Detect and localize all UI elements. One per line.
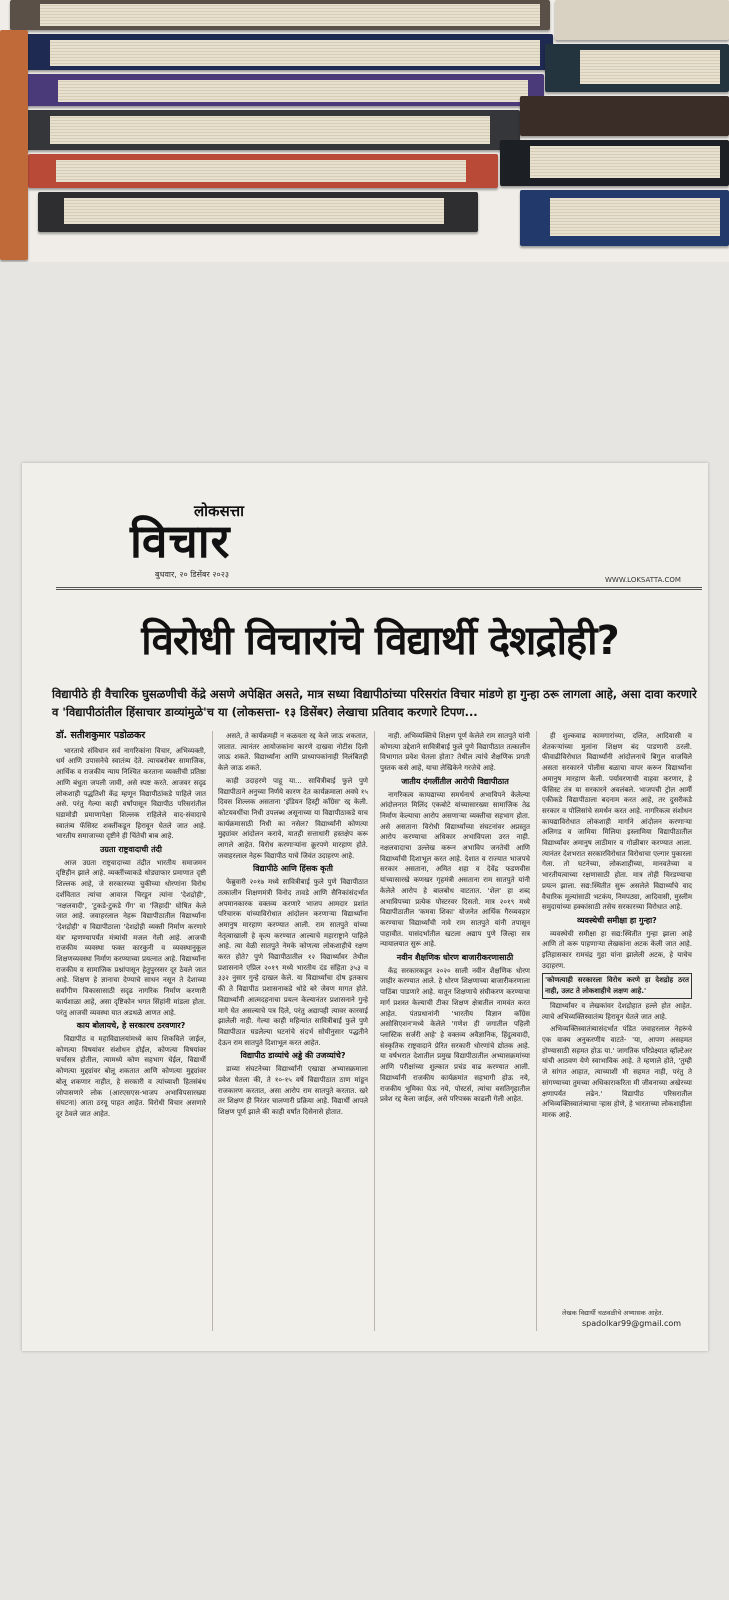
subheading: विद्यापीठ डाव्यांचे अड्डे की उजव्यांचे? [240, 1051, 346, 1061]
paragraph: नाही. अभिव्यक्तिचे शिक्षण पूर्ण केलेले राम सातपुते यांनी कोणत्या उद्देशाने सावित्रीबाई फुले पुणे विद्यापीठात तत्कालीन विभागात प्रवेश घेतला होता? तेथील त्यांचे शैक्षणिक प्रगती पुस्तक कसे आहे, याचा लेखिकेने गरजेचे आहे. [380, 732, 530, 773]
top-rule-2 [56, 589, 702, 590]
column-divider [374, 731, 375, 1331]
author-note: लेखक विद्यार्थी चळवळीचे अभ्यासक आहेत. [562, 1309, 664, 1317]
standfirst: विद्यापीठे ही वैचारिक घुसळणीची केंद्रे असणे अपेक्षित असते, मात्र सध्या विद्यापीठांच्या परिसरांत विचार मांडणे हा गुन्हा ठरू लागला आहे, असा दावा करणारे व 'विद्यापीठांतील हिंसाचार डाव्यांमुळे'च या (लोकसत्ता- १३ डिसेंबर) लेखाचा प्रतिवाद करणारे टिपण... [52, 687, 697, 719]
paragraph: भारताचे संविधान सर्व नागरिकांना विचार, अभिव्यक्ती, धर्म आणि उपासनेचे स्वातंत्र्य देते. त्याचबरोबर सामाजिक, आर्थिक व राजकीय न्याय निश्चित करताना व्यक्तीची प्रतिष्ठा आणि बंधुता जपली जावी, असे स्पष्ट करते. आजवर सदृढ लोकशाही पद्धतिशी केंद्र म्हणून विद्यापीठांकडे पाहिले जात असे. परंतु गेल्या काही वर्षांपासून विद्यापीठ परिसरांतील घडामोडी प्रमाणापेक्षा शिल्लक राहिलेले वाद-संवादाचे स्वातंत्र्य फॅसिस्ट शक्तींकडून हिरावून घेतले जात आहे. भारतीय समाजाच्या दृष्टीने ही चिंतेची बाब आहे. [56, 746, 206, 841]
author-byline: डॉ. सतीशकुमार पडोळकर [56, 730, 146, 741]
paragraph: व्यवस्थेची समीक्षा हा सद्य:स्थितीत गुन्हा झाला आहे आणि तो करू पाहणाऱ्या लेखकांना अटक केली जात आहे. इतिहासकार रामचंद्र गुहा यांना झालेली अटक, हे याचेच उदाहरण. [542, 929, 692, 970]
subheading: विद्यापीठे आणि हिंसक कृती [253, 864, 333, 874]
top-rule [56, 587, 702, 588]
paragraph: विद्यापीठ व महाविद्यालयांमध्ये काय शिकविले जाईल, कोणत्या विषयांवर संशोधन होईल, कोणत्या विषयांवर चर्चासत्र होतील, त्यामध्ये कोण सहभाग घेईल, विद्यार्थी कोणत्या मुद्द्यांवर बोलू शकतात आणि कोणत्या मुद्द्यांवर बोलू शकणार नाहीत, हे सरकारी व त्यांच्याशी हितसंबंध जोपासणारे लोक (आरएसएस-भाजप अभाविपसारख्या संघटना) आता ठरवू पाहत आहेत. विरोधी विचार असणारे दूर ठेवले जात आहेत. [56, 1034, 206, 1118]
subheading: उग्रता राष्ट्रवादाची तंदी [100, 845, 162, 855]
column-divider [536, 731, 537, 1331]
paragraph: असते, ते कार्यक्रमही न कळवता रद्द केले जाऊ शकतात, जातात. त्यानंतर आयोजकांना कारणे दाखवा नोटीस दिली जाऊ शकते. विद्यार्थ्यांना आणि प्राध्यापकांनाही निलंबितही केले जाऊ शकते. [218, 732, 368, 773]
paragraph: विद्यार्थ्यांवर व लेखकांवर देशद्रोहात हल्ले होत आहेत. त्याचे अभिव्यक्तिस्वातंत्र्य हिरावून घेतले जात आहे. [542, 1001, 692, 1021]
book-stack [0, 0, 729, 262]
headline: विरोधी विचारांचे विद्यार्थी देशद्रोही? [141, 618, 619, 664]
subheading: नवीन शैक्षणिक धोरण बाजारीकरणासाठी [396, 953, 514, 963]
column-divider [212, 731, 213, 1331]
highlighted-quote: 'कोणत्याही सरकारला विरोध करणे हा देशद्रोह ठरत नाही, उलट ते लोकशाहीचे लक्षण आहे.' [542, 973, 692, 998]
website-url: WWW.LOKSATTA.COM [605, 576, 681, 584]
newspaper-clipping [22, 463, 708, 1351]
paragraph: आज उग्रता राष्ट्रवादाच्या तंद्रीत भारतीय समाजमन दृष्टिहीन झाले आहे. व्यक्तींच्याकडे थोड्याफार प्रमाणात दृष्टी शिल्लक आहे, जे सरकारच्या चुकीच्या धोरणांना विरोध दर्शवितात त्यांचा आवाज चिरडून त्यांना 'देशद्रोही', 'नक्षलवादी', 'टुकडे-टुकडे गँग' वा 'जिहादी' घोषित केले जात आहे. जवाहरलाल नेहरू विद्यापीठातील विद्यार्थ्यांना 'देशद्रोही' व विद्यापीठाला 'देशद्रोही व्यक्ती निर्माण करणारे यंत्र' म्हणण्यापर्यंत मंत्र्यांची मजल गेली आहे. आजची राजकीय व्यवस्था फक्त कारकुनी व व्यवस्थानुकूल शिक्षणव्यवस्था निर्माण करण्याच्या प्रयत्नात आहे. विद्यार्थ्यांना राजकीय व सामाजिक प्रश्नांपासून हेतुपुरस्सर दूर ठेवले जात आहे. शिक्षण हे ज्ञानाचा देण्याचे साधन नसून ते देशाच्या सर्वांगीण विकासासाठी सदृढ नागरिक निर्माण करणारी कार्यशाळा आहे, असा दृष्टिकोन भगत सिंहांनी मांडला होता. परंतु आजची व्यवस्था यात अडथळे आणत आहे. [56, 858, 206, 1017]
column-body [218, 731, 368, 1118]
column-body [542, 731, 692, 1121]
column-body [56, 746, 206, 1120]
column-3 [380, 731, 530, 1107]
paragraph: काही उदाहरणे पाहू या... सावित्रीबाई फुले पुणे विद्यापीठाने अनुच्या निर्णये कारण देत कार्यक्रमाला अवघे १५ दिवस शिल्लक असताना 'इंडियन हिस्ट्री काँग्रेस' रद्द केली. कोटयवधींचा निधी उपलब्ध असूनाच्या या विद्यापीठाकडे याच कार्यक्रमासाठी निधी का नसेल? विद्यार्थ्यांनी कोणत्या मुद्द्यांवर आंदोलन करावे, यातही सत्ताधारी हस्तक्षेप करू लागले आहेत. विरोध करणाऱ्यांना क्रूरपणे मारहाण होते. जवाहरलाल नेहरू विद्यापीठ याचे जिवंत उदाहरण आहे. [218, 776, 368, 860]
paragraph: अभिव्यक्तिस्वातंत्र्यासंदर्भात पंडित जवाहरलाल नेहरूंचे एक वाक्य अनुकरणीय वाटते- 'या, आपण असहमत होण्यासाठी सहमत होऊ या.' जागतिक परिप्रेक्ष्यात व्हॉल्टेअर यांची आठवण येणे स्वाभाविक आहे. ते म्हणाले होते, 'तुम्ही जे सांगत आहात, त्याच्याशी मी सहमत नाही, परंतु ते सांगण्याच्या तुमच्या अधिकाराकरिता मी जीवनाच्या अखेरच्या क्षणापर्यंत लढेन.' विद्यापीठ परिसरातील अभिव्यक्तिस्वातंत्र्याचा ऱ्हास होणे, हे भारताच्या लोकशाहीला मारक आहे. [542, 1025, 692, 1119]
paragraph: नागरिकत्व कायद्याच्या समर्थनार्थ अभाविपने केलेल्या आंदोलनात मिलिंद एकबोटे यांच्यासारख्या सामाजिक तेढ निर्माण केल्याचा आरोप असणाऱ्या व्यक्तीचा सहभाग होता. असे असताना विरोधी विद्यार्थ्यांच्या संघटनांवर अप्रस्तुत आरोप करण्याचा अधिकार अभाविपला उरत नाही. नक्षलवादाचा उल्लेख करून अभाविप जनतेची आणि विद्यार्थ्यांची दिशाभूल करत आहे. देशात व राज्यात भाजपचे सरकार असताना, अमित शहा व देवेंद्र फडणवीस यांच्यासारखे कणखर गृहमंत्री असताना राम सातपुते यांनी केलेले आरोप हे बालबोध वाटतात. 'शेल' हा शब्द अभाविपच्या प्रत्येक पोस्टरवर दिसतो. मात्र २०१९ मध्ये विद्यापीठातील 'कमवा शिका' योजनेत आर्थिक गैरव्यवहार करण्याचा विद्यार्थ्यांची नावे राम सातपुते यांनी तपासून पाहावीत. यासंदर्भातील खटला अद्याप पुणे जिल्हा सत्र न्यायालयात सुरू आहे. [380, 790, 530, 949]
column-body [380, 731, 530, 1105]
section-title: विचार [130, 514, 231, 568]
paragraph: डाव्या संघटनेच्या विद्यार्थ्यांनी एखाद्या अभ्यासक्रमाला प्रवेश घेतला की, ते १०-१५ वर्षे विद्यापीठात ठाण मांडून राजकारण करतात, असा आरोप राम सातपुते करतात. खरे तर शिक्षण ही निरंतर चालणारी प्रक्रिया आहे. विद्यार्थी आपले शिक्षण पूर्ण झाले की काही वर्षांत दिसेनासे होतात. [218, 1065, 368, 1116]
author-email: spadolkar99@gmail.com [582, 1319, 682, 1328]
column-2 [218, 731, 368, 1120]
paragraph: केंद्र सरकारकडून २०२० साली नवीन शैक्षणिक धोरण जाहीर करण्यात आले. हे धोरण शिक्षणाच्या बाजारीकरणाला पाठिंबा पाडणारे आहे. यातून शिक्षणाचे संघीकरण करण्याचा मार्ग प्रशस्त केल्याची टीका शिक्षण क्षेत्रातील नामवंत करत आहेत. पंतप्रधानांनी 'भारतीय विज्ञान काँग्रेस असोसिएशन'मध्ये केलेले 'गणेश ही जगातील पहिली प्लास्टिक सर्जरी आहे' हे वक्तव्य अवैज्ञानिक, हिंदुत्ववादी, संस्कृतिक राष्ट्रवादाने प्रेरित सरकारी धोरणांचे द्योतक आहे. या वर्षभरात देशातील प्रमुख विद्यापीठातील अभ्यासक्रमांच्या आणि परीक्षांच्या शुल्कात प्रचंड वाढ करण्यात आली. विद्यार्थ्यांनी राजकीय कार्यक्रमांत सहभागी होऊ नये, राजकीय भूमिका घेऊ नये, पोस्टर्स, त्यांचा वसतिगृहातील प्रवेश रद्द केला जाईल, असे परिपत्रक काढली गेली आहेत. [380, 966, 530, 1104]
subheading: जातीय दंगलींतील आरोपी विद्यापीठात [401, 776, 509, 786]
masthead-brand: लोकसत्ता [194, 502, 244, 520]
column-4 [542, 731, 692, 1123]
subheading: व्यवस्थेची समीक्षा हा गुन्हा? [577, 915, 657, 925]
subheading: काय बोलायचे, हे सरकारच ठरवणार? [76, 1021, 186, 1031]
paragraph: फेब्रुवारी २०१७ मध्ये सावित्रीबाई फुले पुणे विद्यापीठात तत्कालीन शिक्षणमंत्री विनोद तावडे आणि सैनिकांसंदर्भात अपमानकारक वक्तव्य करणारे भाजप आमदार प्रशांत परिचारक यांच्याविरोधात आंदोलन करणाऱ्या विद्यार्थ्यांना अमानुष मारहाण करण्यात आली. राम सातपुते यांच्या नेतृत्वाखाली हे कृत्य करण्यात आल्याचे महाराष्ट्राने पाहिले आहे. त्या वेळी सातपुते नेमके कोणत्या लोकशाहीचे रक्षण करत होते? पुणे विद्यापीठातील १२ विद्यार्थ्यांवर तेथील प्रशासनाने एप्रिल २०१९ मध्ये भारतीय दंड संहिता ३५३ व ३३२ नुसार गुन्हे दाखल केले. या विद्यार्थ्यांचा दोष इतकाच की ते विद्यापीठ प्रशासनाकडे थोडे बरे जेवण मागत होते. विद्यार्थ्यांनी आत्मदहनाचा प्रयत्न केल्यानंतर प्रशासनाने गुन्हे मागे घेत असल्याचे पत्र दिले, परंतु अद्यापही त्यावर कारवाई झालेली नाही. गेल्या काही महिन्यांत सावित्रीबाई फुले पुणे विद्यापीठात घडलेल्या घटनांचे संदर्भ सोयीनुसार पद्धतीने देऊन राम सातपुते दिशाभूल करत आहेत. [218, 878, 368, 1047]
dateline: बुधवार, २० डिसेंबर २०२३ [155, 570, 230, 579]
paragraph: ही शुल्कवाढ कामगारांच्या, दलित, आदिवासी व शेतकऱ्यांच्या मुलांना शिक्षण बंद पाडणारी ठरली. फीवाढीविरोधात विद्यार्थ्यांनी आंदोलनाचे बिगुल वाजविले असता सरकारने पोलीस बळाचा वापर करून विद्यार्थ्यांना अमानुष मारहाण केली. पर्यावरणाची वाहवा करणार, हे फॅसिस्ट तंत्र या सरकारने अवलंबले. भाजपची ट्रोल आर्मी एकीकडे विद्यापीठाला बदनाम करत आहे, तर दुसरीकडे सरकार व पोलिसांचे समर्थन करत आहे. नागरिकत्व संशोधन कायद्याविरोधात लोकशाही मार्गाने आंदोलन करणाऱ्या अलिगड व जामिया मिलिया इस्लामिया विद्यापीठातील विद्यार्थ्यांवर अमानुष लाठीमार व गोळीबार करण्यात आला. त्यानंतर देशभरात सरकारविरोधात विरोधाचा एल्गार पुकारला गेला. तो घटनेच्या, लोकशाहीच्या, मानवतेच्या व भारतीयत्वाच्या रक्षणासाठी होता. मात्र तोही चिरडण्याचा प्रयत्न झाला. सद्य:स्थितीत सुरू असलेले विद्यार्थ्यांचे वाद वैचारिक मूल्यांसाठी भटकंय, निमपठ्या, आदिवासी, मुस्लीम समुदायांच्या हक्कांसाठी तसेच सरकारच्या विरोधात आहे. [542, 732, 692, 912]
column-1 [56, 731, 206, 1122]
